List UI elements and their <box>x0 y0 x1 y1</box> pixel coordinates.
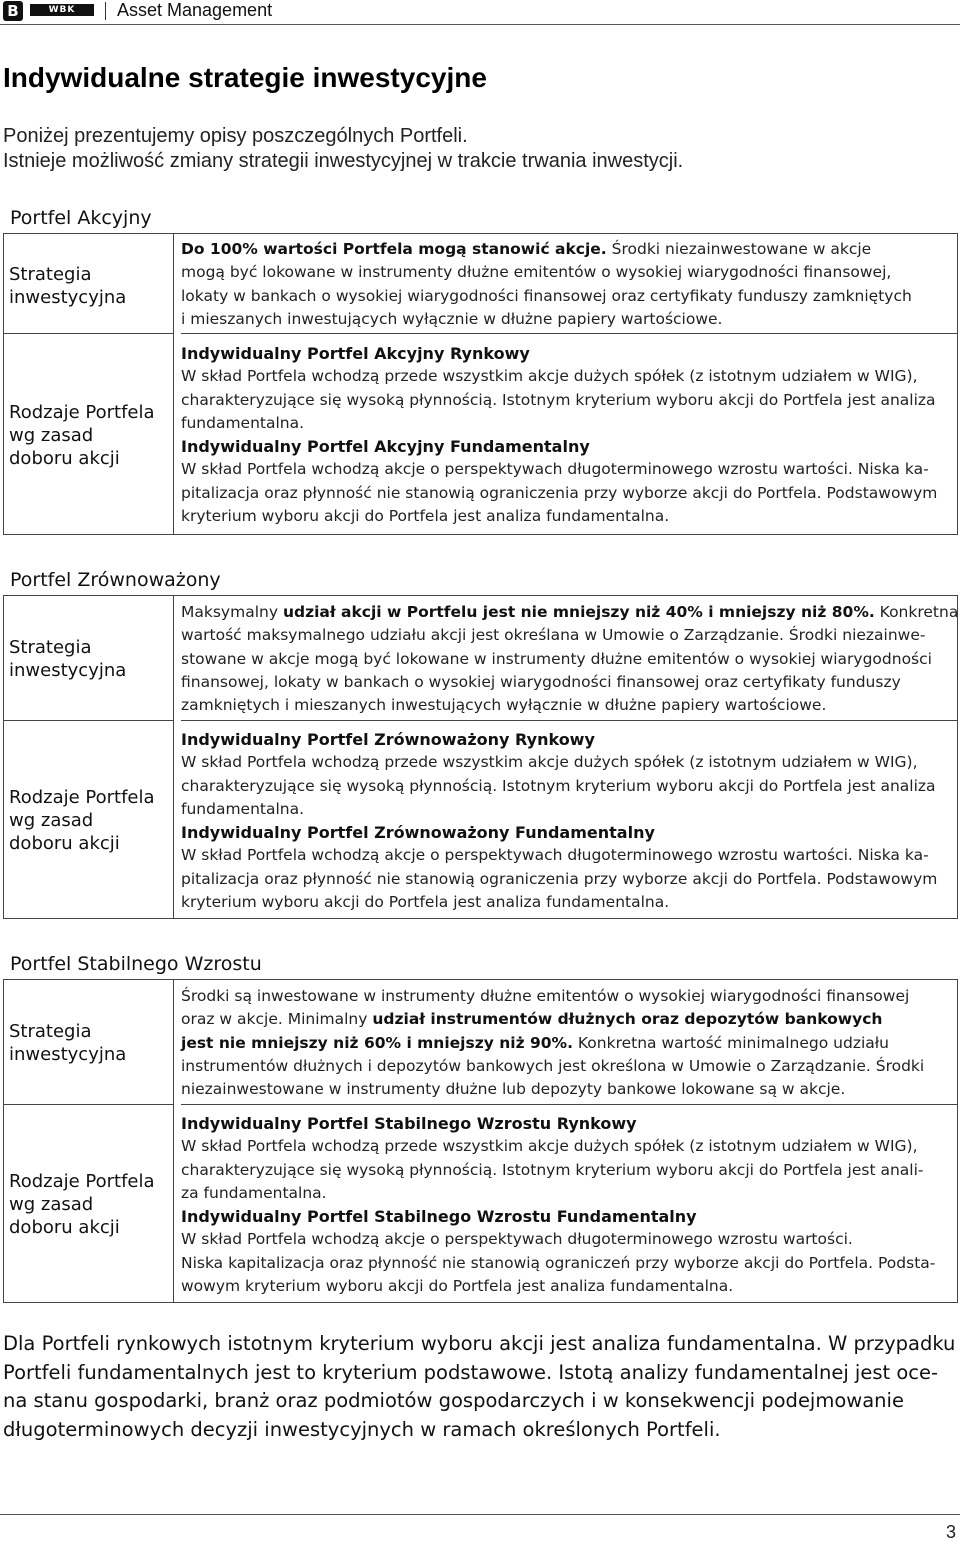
strategy-label: Strategia inwestycyjna <box>9 1021 127 1065</box>
portfolio-types-label: Rodzaje Portfela wg zasad doboru akcji <box>9 402 155 469</box>
footer-rule <box>0 1514 960 1515</box>
bank-wordmark: WBK <box>30 4 94 16</box>
row-divider <box>3 333 173 334</box>
page-header <box>0 0 960 22</box>
header-rule <box>0 24 960 25</box>
row-divider <box>3 720 173 721</box>
strategy-label: Strategia inwestycyjna <box>9 264 127 308</box>
portfolio-types: Indywidualny Portfel Stabilnego Wzrostu Rynkowy W skład Portfela wchodzą przede wszystkim akcje dużych spółek (z istotnym udziałem w WIG), charakteryzujące się wysoką płynnością. Istotnym kryterium wyboru akcji do Portfela jest anali- za fundamentalna. Indywidualny Portfel Stabilnego Wzrostu Fundamentalny W skład Portfela wchodzą akcje o perspektywach długoterminowego wzrostu wartości. Niska kapitalizacja oraz płynność nie stanowią ograniczeń przy wyborze akcji do Portfela. Podsta- wowym kryterium wyboru akcji do Portfela jest analiza fundamentalna. <box>181 1112 953 1298</box>
portfolio-types-label: Rodzaje Portfela wg zasad doboru akcji <box>9 1171 155 1238</box>
type-title: Indywidualny Portfel Stabilnego Wzrostu Rynkowy <box>181 1114 637 1133</box>
section-title: Portfel Stabilnego Wzrostu <box>10 953 262 975</box>
section-title: Portfel Zrównoważony <box>10 569 221 591</box>
type-title: Indywidualny Portfel Zrównoważony Fundamentalny <box>181 823 655 843</box>
strategy-description: Środki są inwestowane w instrumenty dłużne emitentów o wysokiej wiarygodności finansowej oraz w akcje. Minimalny udział instrumentów dłużnych oraz depozytów bankowych jest nie mniejszy niż 60% i mniejszy niż 90%. Konkretna wartość minimalnego udziału instrumentów dłużnych i depozytów bankowych jest określona w Umowie o Zarządzanie. Środki niezainwestowane w instrumenty dłużne lub depozyty bankowe lokowane są w akcje. <box>181 987 925 1099</box>
strategy-description: Do 100% wartości Portfela mogą stanowić akcje. Środki niezainwestowane w akcje mogą być lokowane w instrumenty dłużne emitentów o wysokiej wiarygodności finansowej, lokaty w bankach o wysokiej wiarygodności finansowej oraz certyfikaty funduszy zamkniętych i mieszanych inwestujących wyłącznie w dłużne papiery wartościowe. <box>181 240 912 328</box>
intro-line: Istnieje możliwość zmiany strategii inwestycyjnej w trakcie trwania inwestycji. <box>3 150 684 172</box>
header-title: Asset Management <box>117 0 273 20</box>
row-divider <box>181 333 958 334</box>
intro-line: Poniżej prezentujemy opisy poszczególnych Portfeli. <box>3 125 468 147</box>
closing-paragraph: Dla Portfeli rynkowych istotnym kryterium wyboru akcji jest analiza fundamentalna. W przypadku Portfeli fundamentalnych jest to kryterium podstawowe. Istotą analizy fundamentalnej jest oce- na stanu gospodarki, branż oraz podmiotów gospodarczych i w konsekwencji podejmowanie długoterminowych decyzji inwestycyjnych w ramach określonych Portfeli. <box>3 1332 956 1441</box>
strategy-label: Strategia inwestycyjna <box>9 637 127 681</box>
section-title: Portfel Akcyjny <box>10 207 152 229</box>
column-divider <box>173 233 174 535</box>
intro-text <box>3 124 683 174</box>
portfolio-types: Indywidualny Portfel Akcyjny Rynkowy W skład Portfela wchodzą przede wszystkim akcje dużych spółek (z istotnym udziałem w WIG), charakteryzujące się wysoką płynnością. Istotnym kryterium wyboru akcji do Portfela jest analiza fundamentalna. Indywidualny Portfel Akcyjny Fundamentalny W skład Portfela wchodzą akcje o perspektywach długoterminowego wzrostu wartości. Niska ka- pitalizacja oraz płynność nie stanowią ograniczenia przy wyborze akcji do Portfela. Podstawowym kryterium wyboru akcji do Portfela jest analiza fundamentalna. <box>181 342 953 528</box>
column-divider <box>173 979 174 1303</box>
type-title: Indywidualny Portfel Stabilnego Wzrostu Fundamentalny <box>181 1207 697 1227</box>
row-divider <box>181 720 958 721</box>
row-divider <box>181 1104 958 1105</box>
type-title: Indywidualny Portfel Akcyjny Rynkowy <box>181 344 530 363</box>
page-title: Indywidualne strategie inwestycyjne <box>3 62 487 93</box>
strategy-description: Maksymalny udział akcji w Portfelu jest nie mniejszy niż 40% i mniejszy niż 80%. Konkretna wartość maksymalnego udziału akcji jest określana w Umowie o Zarządzanie. Środki niezainwe- stowane w akcje mogą być lokowane w instrumenty dłużne emitentów o wysokiej wiarygodności finansowej, lokaty w bankach o wysokiej wiarygodności finansowej oraz certyfikaty funduszy zamkniętych i mieszanych inwestujących wyłącznie w dłużne papiery wartościowe. <box>181 603 959 715</box>
page-number: 3 <box>945 1522 956 1542</box>
portfolio-types-label: Rodzaje Portfela wg zasad doboru akcji <box>9 787 155 854</box>
bank-logo-icon: B <box>3 1 23 21</box>
portfolio-types: Indywidualny Portfel Zrównoważony Rynkowy W skład Portfela wchodzą przede wszystkim akcje dużych spółek (z istotnym udziałem w WIG), charakteryzujące się wysoką płynnością. Istotnym kryterium wyboru akcji do Portfela jest analiza fundamentalna. Indywidualny Portfel Zrównoważony Fundamentalny W skład Portfela wchodzą akcje o perspektywach długoterminowego wzrostu wartości. Niska ka- pitalizacja oraz płynność nie stanowią ograniczenia przy wyborze akcji do Portfela. Podstawowym kryterium wyboru akcji do Portfela jest analiza fundamentalna. <box>181 728 953 914</box>
column-divider <box>173 595 174 919</box>
type-title: Indywidualny Portfel Akcyjny Fundamentalny <box>181 437 590 457</box>
type-title: Indywidualny Portfel Zrównoważony Rynkowy <box>181 730 595 749</box>
row-divider <box>3 1104 173 1105</box>
header-separator <box>105 2 106 20</box>
